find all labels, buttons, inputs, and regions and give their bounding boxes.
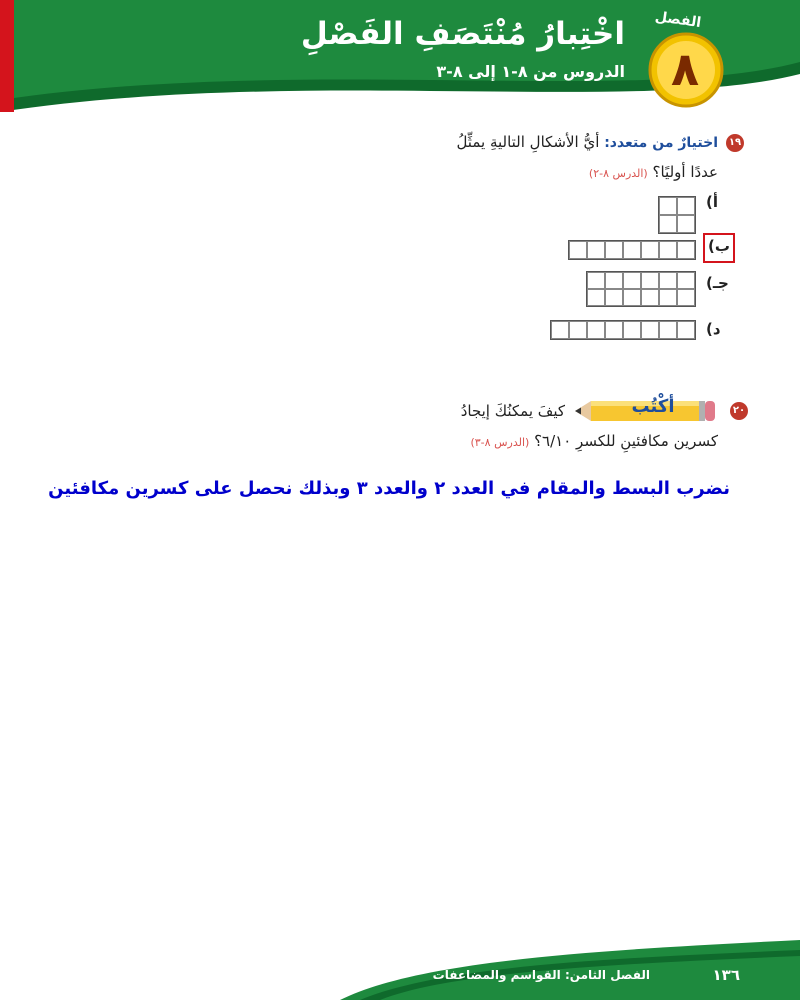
question-number-badge: ١٩	[726, 134, 744, 152]
chapter-label: الفصل	[653, 8, 703, 32]
footer-chapter-text: الفصل الثامن: القواسم والمضاعفات	[432, 968, 650, 982]
grid-cell	[659, 197, 677, 215]
grid-cell	[605, 241, 623, 259]
chapter-number: ٨	[670, 42, 700, 96]
grid-cell	[641, 289, 659, 306]
grid-cell	[587, 272, 605, 289]
option-a-shape[interactable]	[658, 196, 696, 234]
question-19-line2	[589, 163, 718, 181]
grid-cell	[587, 241, 605, 259]
grid-cell	[641, 321, 659, 339]
option-d-shape[interactable]	[550, 320, 696, 340]
page-footer	[0, 920, 800, 1000]
question-text-2: عددًا أوليًا؟	[652, 163, 718, 181]
grid-cell	[569, 241, 587, 259]
grid-cell	[677, 289, 695, 306]
question-text: أيُّ الأشكالِ التاليةِ يمثِّلُ	[456, 133, 600, 151]
grid-cell	[677, 197, 695, 215]
grid-cell	[569, 321, 587, 339]
grid-cell	[677, 215, 695, 233]
grid-cell	[605, 289, 623, 306]
question-20-line1: كيفَ يمكنُكَ إيجادُ	[460, 402, 565, 420]
grid-cell	[659, 241, 677, 259]
grid-cell	[605, 321, 623, 339]
page-subtitle: الدروس من ٨-١ إلى ٨-٣	[436, 62, 625, 81]
question-20-text: كسرين مكافئينِ للكسرِ ٦/١٠؟	[534, 432, 718, 450]
grid-cell	[623, 241, 641, 259]
page-title: اخْتِبارُ مُنْتَصَفِ الفَصْلِ	[300, 16, 625, 52]
option-c-label[interactable]: جـ)	[706, 274, 729, 292]
handwritten-answer: نضرب البسط والمقام في العدد ٢ والعدد ٣ وبذلك نحصل على كسرين مكافئين	[48, 478, 730, 499]
grid-cell	[587, 321, 605, 339]
grid-cell	[605, 272, 623, 289]
grid-cell	[677, 321, 695, 339]
grid-cell	[587, 289, 605, 306]
grid-cell	[641, 241, 659, 259]
grid-cell	[659, 321, 677, 339]
grid-cell	[551, 321, 569, 339]
question-19-line1	[456, 133, 718, 151]
lesson-ref: (الدرس ٨-٢)	[588, 167, 648, 180]
write-label: أكْتُب	[631, 396, 675, 417]
question-type-label: اختيارٌ من متعدد:	[604, 135, 718, 151]
grid-cell	[659, 215, 677, 233]
grid-cell	[641, 272, 659, 289]
grid-cell	[659, 272, 677, 289]
chapter-header	[0, 0, 800, 115]
footer-banner	[0, 920, 800, 1000]
question-number-badge-20: ٢٠	[730, 402, 748, 420]
option-a-label[interactable]: أ)	[706, 193, 718, 211]
question-20-line2	[470, 432, 718, 450]
grid-cell	[677, 272, 695, 289]
lesson-ref-20: (الدرس ٨-٣)	[470, 436, 530, 449]
page-number: ١٣٦	[712, 966, 740, 984]
option-d-label[interactable]: د)	[706, 320, 721, 338]
grid-cell	[623, 289, 641, 306]
option-c-shape[interactable]	[586, 271, 696, 307]
grid-cell	[659, 289, 677, 306]
grid-cell	[623, 272, 641, 289]
option-b-shape[interactable]	[568, 240, 696, 260]
grid-cell	[623, 321, 641, 339]
grid-cell	[677, 241, 695, 259]
option-b-label[interactable]: ب)	[708, 237, 730, 255]
